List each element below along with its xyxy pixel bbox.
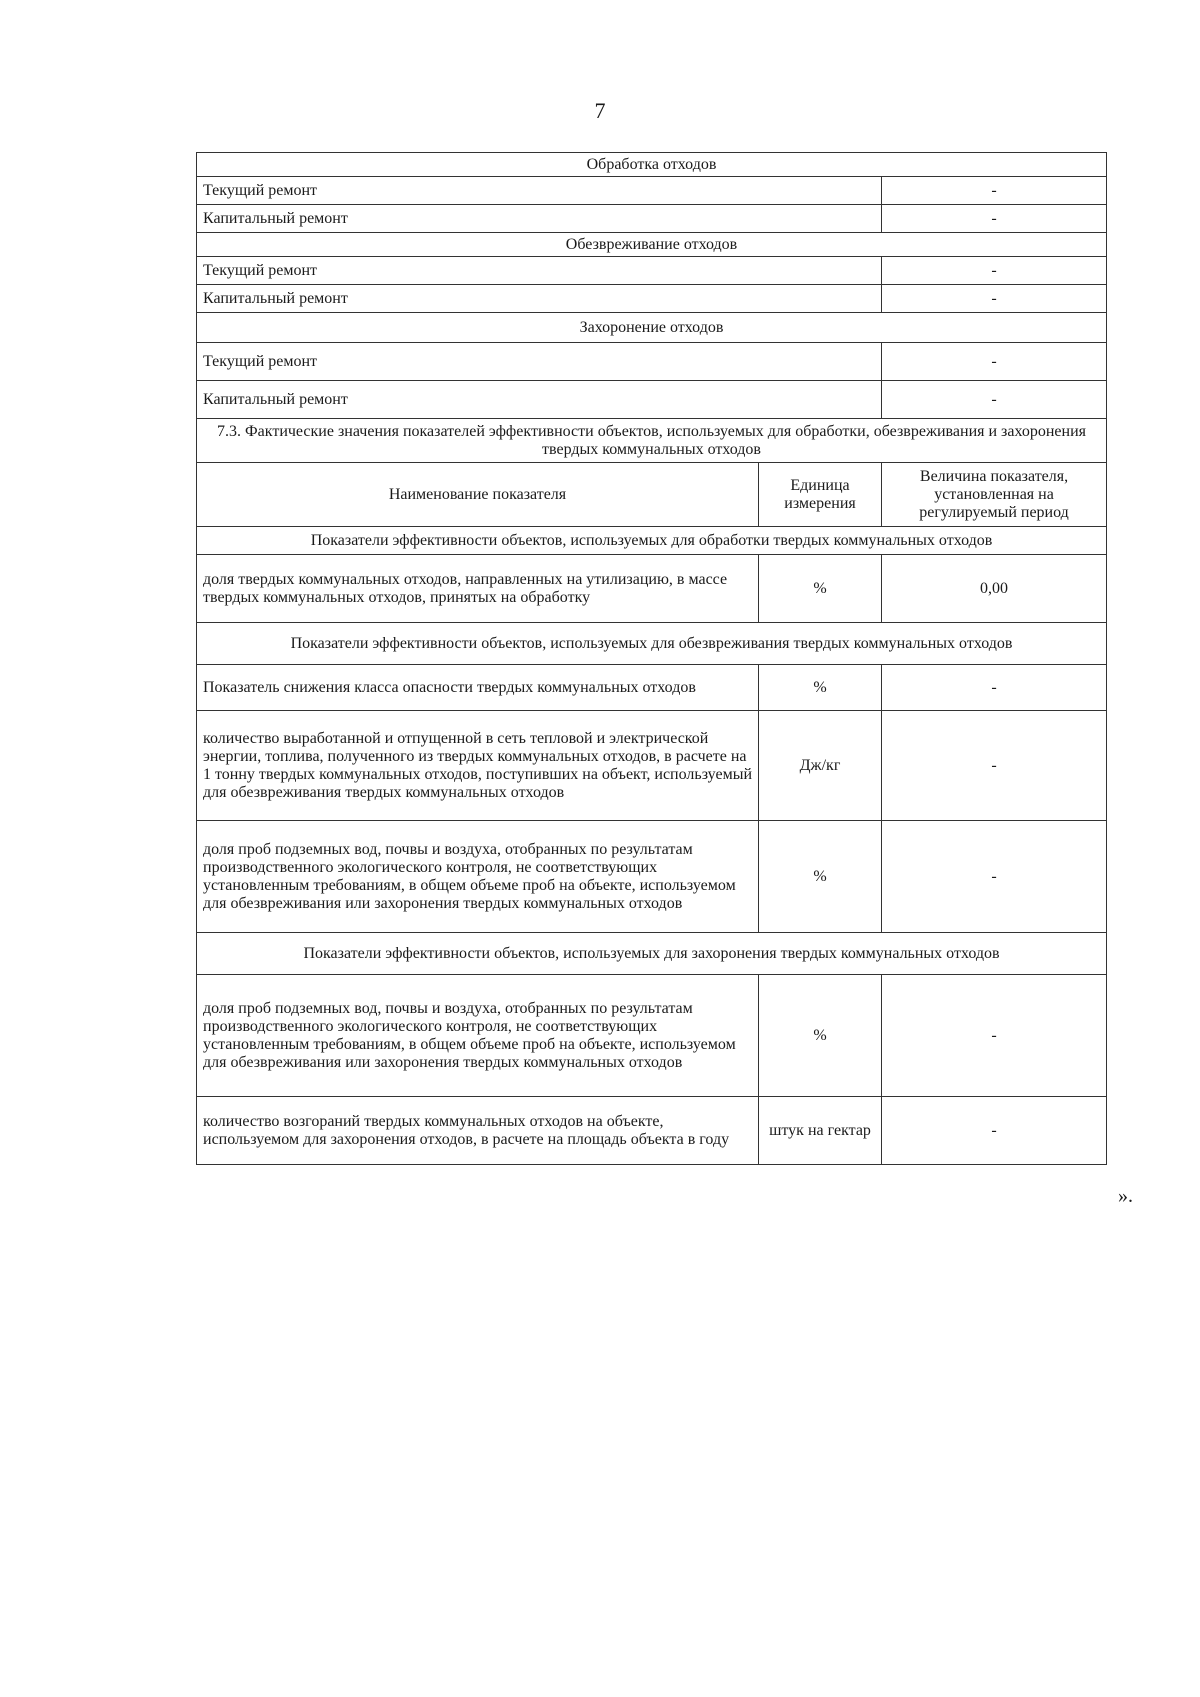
indicator-name: доля проб подземных вод, почвы и воздуха, отобранных по результатам производственного экологического контроля, не соответствующих установленным требованиям, в общем объеме проб на объекте, используемом для обезвреживания или захоронения твердых коммунальных отходов (197, 821, 759, 933)
header-value: Величина показателя, установленная на регулируемый период (882, 463, 1107, 527)
table-row (197, 205, 1107, 233)
indicator-name: доля твердых коммунальных отходов, направленных на утилизацию, в массе твердых коммунальных отходов, принятых на обработку (197, 555, 759, 623)
row-value: - (882, 343, 1107, 381)
indicator-value: 0,00 (882, 555, 1107, 623)
indicator-unit: % (759, 821, 882, 933)
indicators-table (196, 152, 1107, 1165)
row-name: Капитальный ремонт (197, 285, 882, 313)
section-title-row (197, 153, 1107, 177)
closing-quote-mark: ». (1118, 1185, 1133, 1207)
indicator-unit: % (759, 975, 882, 1097)
header-row (197, 463, 1107, 527)
section-7-3-title: 7.3. Фактические значения показателей эффективности объектов, используемых для обработки, обезвреживания и захоронения твердых коммунальных отходов (197, 419, 1107, 463)
table-row (197, 177, 1107, 205)
indicator-name: Показатель снижения класса опасности твердых коммунальных отходов (197, 665, 759, 711)
indicator-value: - (882, 711, 1107, 821)
row-name: Текущий ремонт (197, 343, 882, 381)
row-value: - (882, 205, 1107, 233)
group-title: Показатели эффективности объектов, используемых для захоронения твердых коммунальных отходов (197, 933, 1107, 975)
row-value: - (882, 381, 1107, 419)
indicator-value: - (882, 1097, 1107, 1165)
table-row (197, 975, 1107, 1097)
indicator-unit: % (759, 555, 882, 623)
row-name: Капитальный ремонт (197, 381, 882, 419)
group-title: Показатели эффективности объектов, используемых для обезвреживания твердых коммунальных отходов (197, 623, 1107, 665)
page-number: 7 (594, 98, 606, 123)
table-row (197, 821, 1107, 933)
section-title-row (197, 313, 1107, 343)
indicator-value: - (882, 975, 1107, 1097)
group-title-row (197, 527, 1107, 555)
section-title-row (197, 233, 1107, 257)
indicator-value: - (882, 665, 1107, 711)
indicator-unit: штук на гектар (759, 1097, 882, 1165)
table-row (197, 285, 1107, 313)
indicator-value: - (882, 821, 1107, 933)
section-title: Обезвреживание отходов (197, 233, 1107, 257)
table-row (197, 257, 1107, 285)
table-row (197, 1097, 1107, 1165)
group-title-row (197, 933, 1107, 975)
indicator-name: количество выработанной и отпущенной в сеть тепловой и электрической энергии, топлива, полученного из твердых коммунальных отходов, в расчете на 1 тонну твердых коммунальных отходов, поступивших на объект, используемый для обезвреживания твердых коммунальных отходов (197, 711, 759, 821)
row-value: - (882, 177, 1107, 205)
group-title: Показатели эффективности объектов, используемых для обработки твердых коммунальных отходов (197, 527, 1107, 555)
table-row (197, 381, 1107, 419)
header-name: Наименование показателя (197, 463, 759, 527)
row-value: - (882, 285, 1107, 313)
row-name: Капитальный ремонт (197, 205, 882, 233)
group-title-row (197, 623, 1107, 665)
indicator-unit: % (759, 665, 882, 711)
indicator-unit: Дж/кг (759, 711, 882, 821)
section-title: Захоронение отходов (197, 313, 1107, 343)
row-name: Текущий ремонт (197, 257, 882, 285)
table-row (197, 343, 1107, 381)
row-name: Текущий ремонт (197, 177, 882, 205)
indicator-name: доля проб подземных вод, почвы и воздуха, отобранных по результатам производственного экологического контроля, не соответствующих установленным требованиям, в общем объеме проб на объекте, используемом для обезвреживания или захоронения твердых коммунальных отходов (197, 975, 759, 1097)
section-7-3-title-row (197, 419, 1107, 463)
table-row (197, 665, 1107, 711)
header-unit: Единица измерения (759, 463, 882, 527)
table-row (197, 555, 1107, 623)
indicator-name: количество возгораний твердых коммунальных отходов на объекте, используемом для захоронения отходов, в расчете на площадь объекта в году (197, 1097, 759, 1165)
table-row (197, 711, 1107, 821)
section-title: Обработка отходов (197, 153, 1107, 177)
row-value: - (882, 257, 1107, 285)
